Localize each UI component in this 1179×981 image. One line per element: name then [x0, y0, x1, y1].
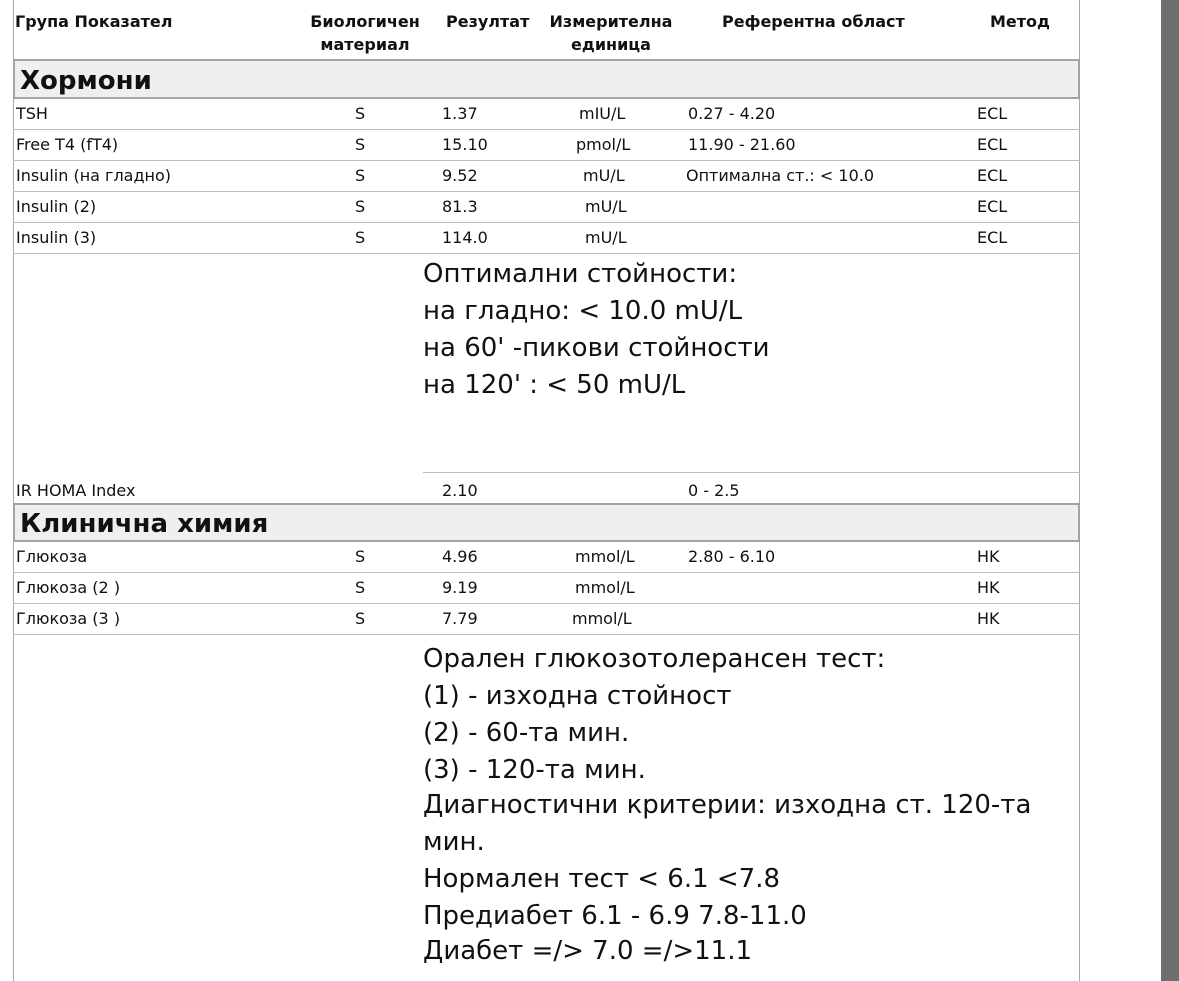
table-row: [13, 542, 1080, 573]
section-title: Хормони: [20, 66, 152, 96]
section-title: Клинична химия: [20, 509, 269, 539]
unit: mIU/L: [579, 104, 626, 123]
insulin-note-line: Оптимални стойности:: [423, 259, 738, 289]
header-result: Резултат: [446, 12, 530, 31]
material: S: [355, 135, 366, 154]
material: S: [355, 104, 366, 123]
table-row: [13, 161, 1080, 192]
reference: 2.80 - 6.10: [688, 547, 776, 566]
reference: Оптимална ст.: < 10.0: [686, 166, 875, 185]
material: S: [355, 547, 366, 566]
ogtt-note-line: Нормален тест < 6.1 <7.8: [423, 864, 781, 894]
result: 7.79: [442, 609, 478, 628]
header-reference: Референтна област: [722, 12, 905, 31]
section-hormones: [13, 59, 1080, 99]
method: ECL: [977, 197, 1008, 216]
test-name: Insulin (2): [16, 197, 97, 216]
table-row: [13, 223, 1080, 254]
method: ECL: [977, 166, 1008, 185]
result: 9.52: [442, 166, 478, 185]
unit: mU/L: [585, 197, 627, 216]
test-name: Глюкоза: [16, 547, 88, 566]
ogtt-note-line: (2) - 60-та мин.: [423, 718, 630, 748]
method: HK: [977, 547, 1000, 566]
reference: 0 - 2.5: [688, 481, 740, 500]
test-name: Insulin (на гладно): [16, 166, 172, 185]
unit: pmol/L: [576, 135, 631, 154]
table-row: [13, 130, 1080, 161]
ogtt-note-line: Орален глюкозотолерансен тест:: [423, 644, 886, 674]
table-row: [13, 604, 1080, 635]
result: 4.96: [442, 547, 478, 566]
header-group: Група Показател: [15, 12, 173, 31]
test-name: Глюкоза (2 ): [16, 578, 121, 597]
unit: mmol/L: [575, 547, 635, 566]
ogtt-note-line: Диабет =/> 7.0 =/>11.1: [423, 936, 753, 966]
result: 1.37: [442, 104, 478, 123]
material: S: [355, 166, 366, 185]
ogtt-note-line: мин.: [423, 827, 485, 857]
header-method: Метод: [990, 12, 1050, 31]
reference: 0.27 - 4.20: [688, 104, 776, 123]
method: ECL: [977, 135, 1008, 154]
table-row-homa: [13, 473, 1080, 504]
ogtt-note-line: (3) - 120-та мин.: [423, 755, 646, 785]
result: 15.10: [442, 135, 488, 154]
test-name: Insulin (3): [16, 228, 97, 247]
ogtt-note-line: (1) - изходна стойност: [423, 681, 732, 711]
result: 2.10: [442, 481, 478, 500]
scrollbar[interactable]: [1161, 0, 1179, 981]
insulin-note-line: на гладно: < 10.0 mU/L: [423, 296, 743, 326]
header-material-line1: Биологичен: [310, 12, 420, 31]
header-unit-line1: Измерителна: [549, 12, 673, 31]
unit: mU/L: [585, 228, 627, 247]
ogtt-note-line: Предиабет 6.1 - 6.9 7.8-11.0: [423, 901, 807, 931]
material: S: [355, 609, 366, 628]
method: ECL: [977, 104, 1008, 123]
reference: 11.90 - 21.60: [688, 135, 796, 154]
table-row: [13, 573, 1080, 604]
material: S: [355, 578, 366, 597]
result: 81.3: [442, 197, 478, 216]
material: S: [355, 197, 366, 216]
insulin-note-line: на 120' : < 50 mU/L: [423, 370, 686, 400]
ogtt-note-line: Диагностични критерии: изходна ст. 120-та: [423, 790, 1032, 820]
method: ECL: [977, 228, 1008, 247]
unit: mmol/L: [572, 609, 632, 628]
header-unit-line2: единица: [571, 35, 651, 54]
method: HK: [977, 609, 1000, 628]
test-name: Free T4 (fT4): [16, 135, 119, 154]
table-row: [13, 99, 1080, 130]
method: HK: [977, 578, 1000, 597]
test-name: TSH: [16, 104, 48, 123]
table-row: [13, 192, 1080, 223]
header-material-line2: материал: [320, 35, 410, 54]
unit: mU/L: [583, 166, 625, 185]
section-clinical-chemistry: [13, 503, 1080, 542]
material: S: [355, 228, 366, 247]
result: 114.0: [442, 228, 488, 247]
test-name: Глюкоза (3 ): [16, 609, 121, 628]
insulin-note-line: на 60' -пикови стойности: [423, 333, 770, 363]
unit: mmol/L: [575, 578, 635, 597]
result: 9.19: [442, 578, 478, 597]
test-name: IR HOMA Index: [16, 481, 136, 500]
